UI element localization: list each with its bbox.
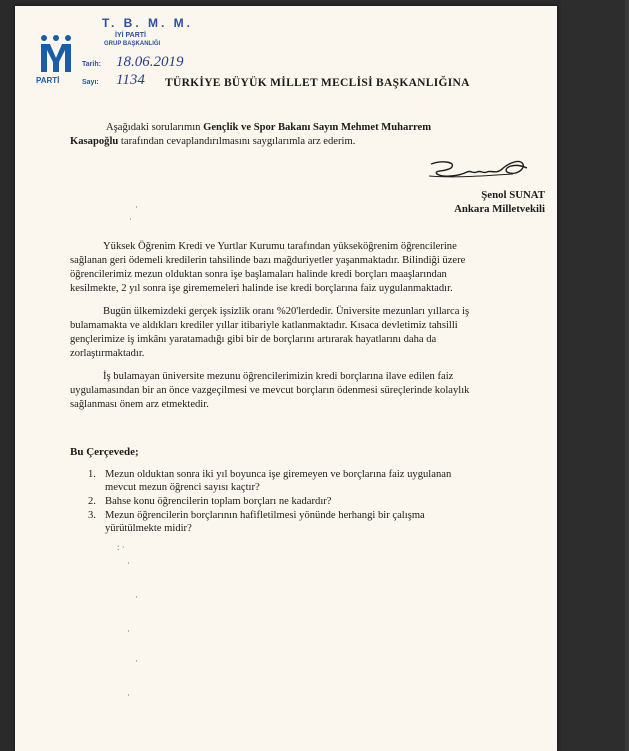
question-1-line-2: mevcut mezun öğrenci sayısı kaçtır? [105, 482, 260, 493]
scan-speck: · [135, 592, 138, 602]
intro-text: Aşağıdaki sorularımın [106, 122, 204, 133]
scan-speck: : · [117, 542, 125, 552]
stamp-date-label: Tarih: [82, 61, 101, 68]
signer-title: Ankara Milletvekili [454, 203, 545, 215]
paragraph-3-line-1: İş bulamayan üniversite mezunu öğrencilerimizin kredi borçlarına ilave edilen faiz [103, 371, 454, 382]
scan-speck: · [127, 558, 130, 568]
paragraph-1-line-4: kesilmekte, 2 yıl sonra işe girememeleri halinde ise kredi borçlarına faiz uygulanmaktadır. [70, 283, 453, 294]
question-2-number: 2. [88, 496, 96, 507]
scan-speck: · [135, 656, 138, 666]
intro-line-2 [70, 135, 355, 149]
paragraph-2-line-4: zorlaştırmaktadır. [70, 348, 145, 359]
stamp-date-value: 18.06.2019 [116, 54, 184, 70]
question-2-line-1: Bahse konu öğrencilerin toplam borçları ne kadardır? [105, 496, 332, 507]
question-3-line-2: yürütülmekte midir? [105, 523, 192, 534]
intro-line-1 [88, 121, 431, 135]
scan-speck: · [129, 214, 132, 224]
paragraph-2-line-1: Bugün ülkemizdeki gerçek işsizlik oranı %20'lerdedir. Üniversite mezunları yıllarca iş [103, 306, 470, 317]
signer-name: Şenol SUNAT [481, 189, 545, 201]
question-3-line-1: Mezun öğrencilerin borçlarının hafifletilmesi yönünde herhangi bir çalışma [105, 510, 425, 521]
stamp-number-row [82, 72, 145, 89]
stamp-number-label: Sayı: [82, 79, 99, 86]
intro-minister: Gençlik ve Spor Bakanı Sayın Mehmet Muharrem [203, 122, 432, 133]
stamp-group: GRUP BAŞKANLIĞI [104, 41, 161, 47]
intro-minister-surname: Kasapoğlu [70, 136, 119, 147]
signature-icon [423, 154, 535, 190]
question-1-line-1: Mezun olduktan sonra iki yıl boyunca işe giremeyen ve borçlarına faiz uygulanan [105, 469, 452, 480]
scan-speck: · [135, 202, 138, 212]
signer-block [435, 188, 545, 216]
stamp-date-row [82, 54, 184, 71]
stamp-party: İYİ PARTİ [115, 32, 146, 39]
paragraph-1-line-1: Yüksek Öğrenim Kredi ve Yurtlar Kurumu tarafından yükseköğrenim öğrencilerine [103, 241, 457, 252]
paragraph-2-line-3: gençlerimize iş imkânı yaratamadığı gibi bir de borçlarını artırarak hayatlarını daha da [70, 334, 437, 345]
viewer-background [561, 0, 629, 751]
question-1-number: 1. [88, 469, 96, 480]
intro-text-end: tarafından cevaplandırılmasını saygılarımla arz ederim. [118, 136, 356, 147]
paragraph-2-line-2: bulamamakta ve aldıkları krediler yıllar itibariyle katlanmaktadır. Kısaca devletimiz tahsilli [70, 320, 458, 331]
section-heading: Bu Çerçevede; [70, 446, 139, 458]
stamp-tbmm: T. B. M. M. [102, 16, 193, 30]
paragraph-3-line-2: uygulamasından bir an önce vazgeçilmesi ve mevcut borçların ödenmesi süreçlerinde kolaylık [70, 385, 470, 396]
paragraph-3-line-3: sağlanması önem arz etmektedir. [70, 399, 209, 410]
scan-speck: · [127, 690, 130, 700]
scrollbar[interactable] [625, 0, 629, 751]
document-page [15, 6, 557, 751]
document-title: TÜRKİYE BÜYÜK MİLLET MECLİSİ BAŞKANLIĞINA [165, 77, 470, 89]
stamp-number-value: 1134 [116, 72, 145, 88]
paragraph-1-line-3: öğrencilerimiz mezun olduktan sonra işe başlamaları halinde kredi borçları maaşlarından [70, 269, 447, 280]
scan-speck: · [127, 626, 130, 636]
question-3-number: 3. [88, 510, 96, 521]
party-logo-label: PARTİ [36, 76, 60, 85]
paragraph-1-line-2: sağlanan geri ödemeli kredilerin tahsilinde bazı mağduriyetler yaşanmaktadır. Bilindiği üzere [70, 255, 466, 266]
